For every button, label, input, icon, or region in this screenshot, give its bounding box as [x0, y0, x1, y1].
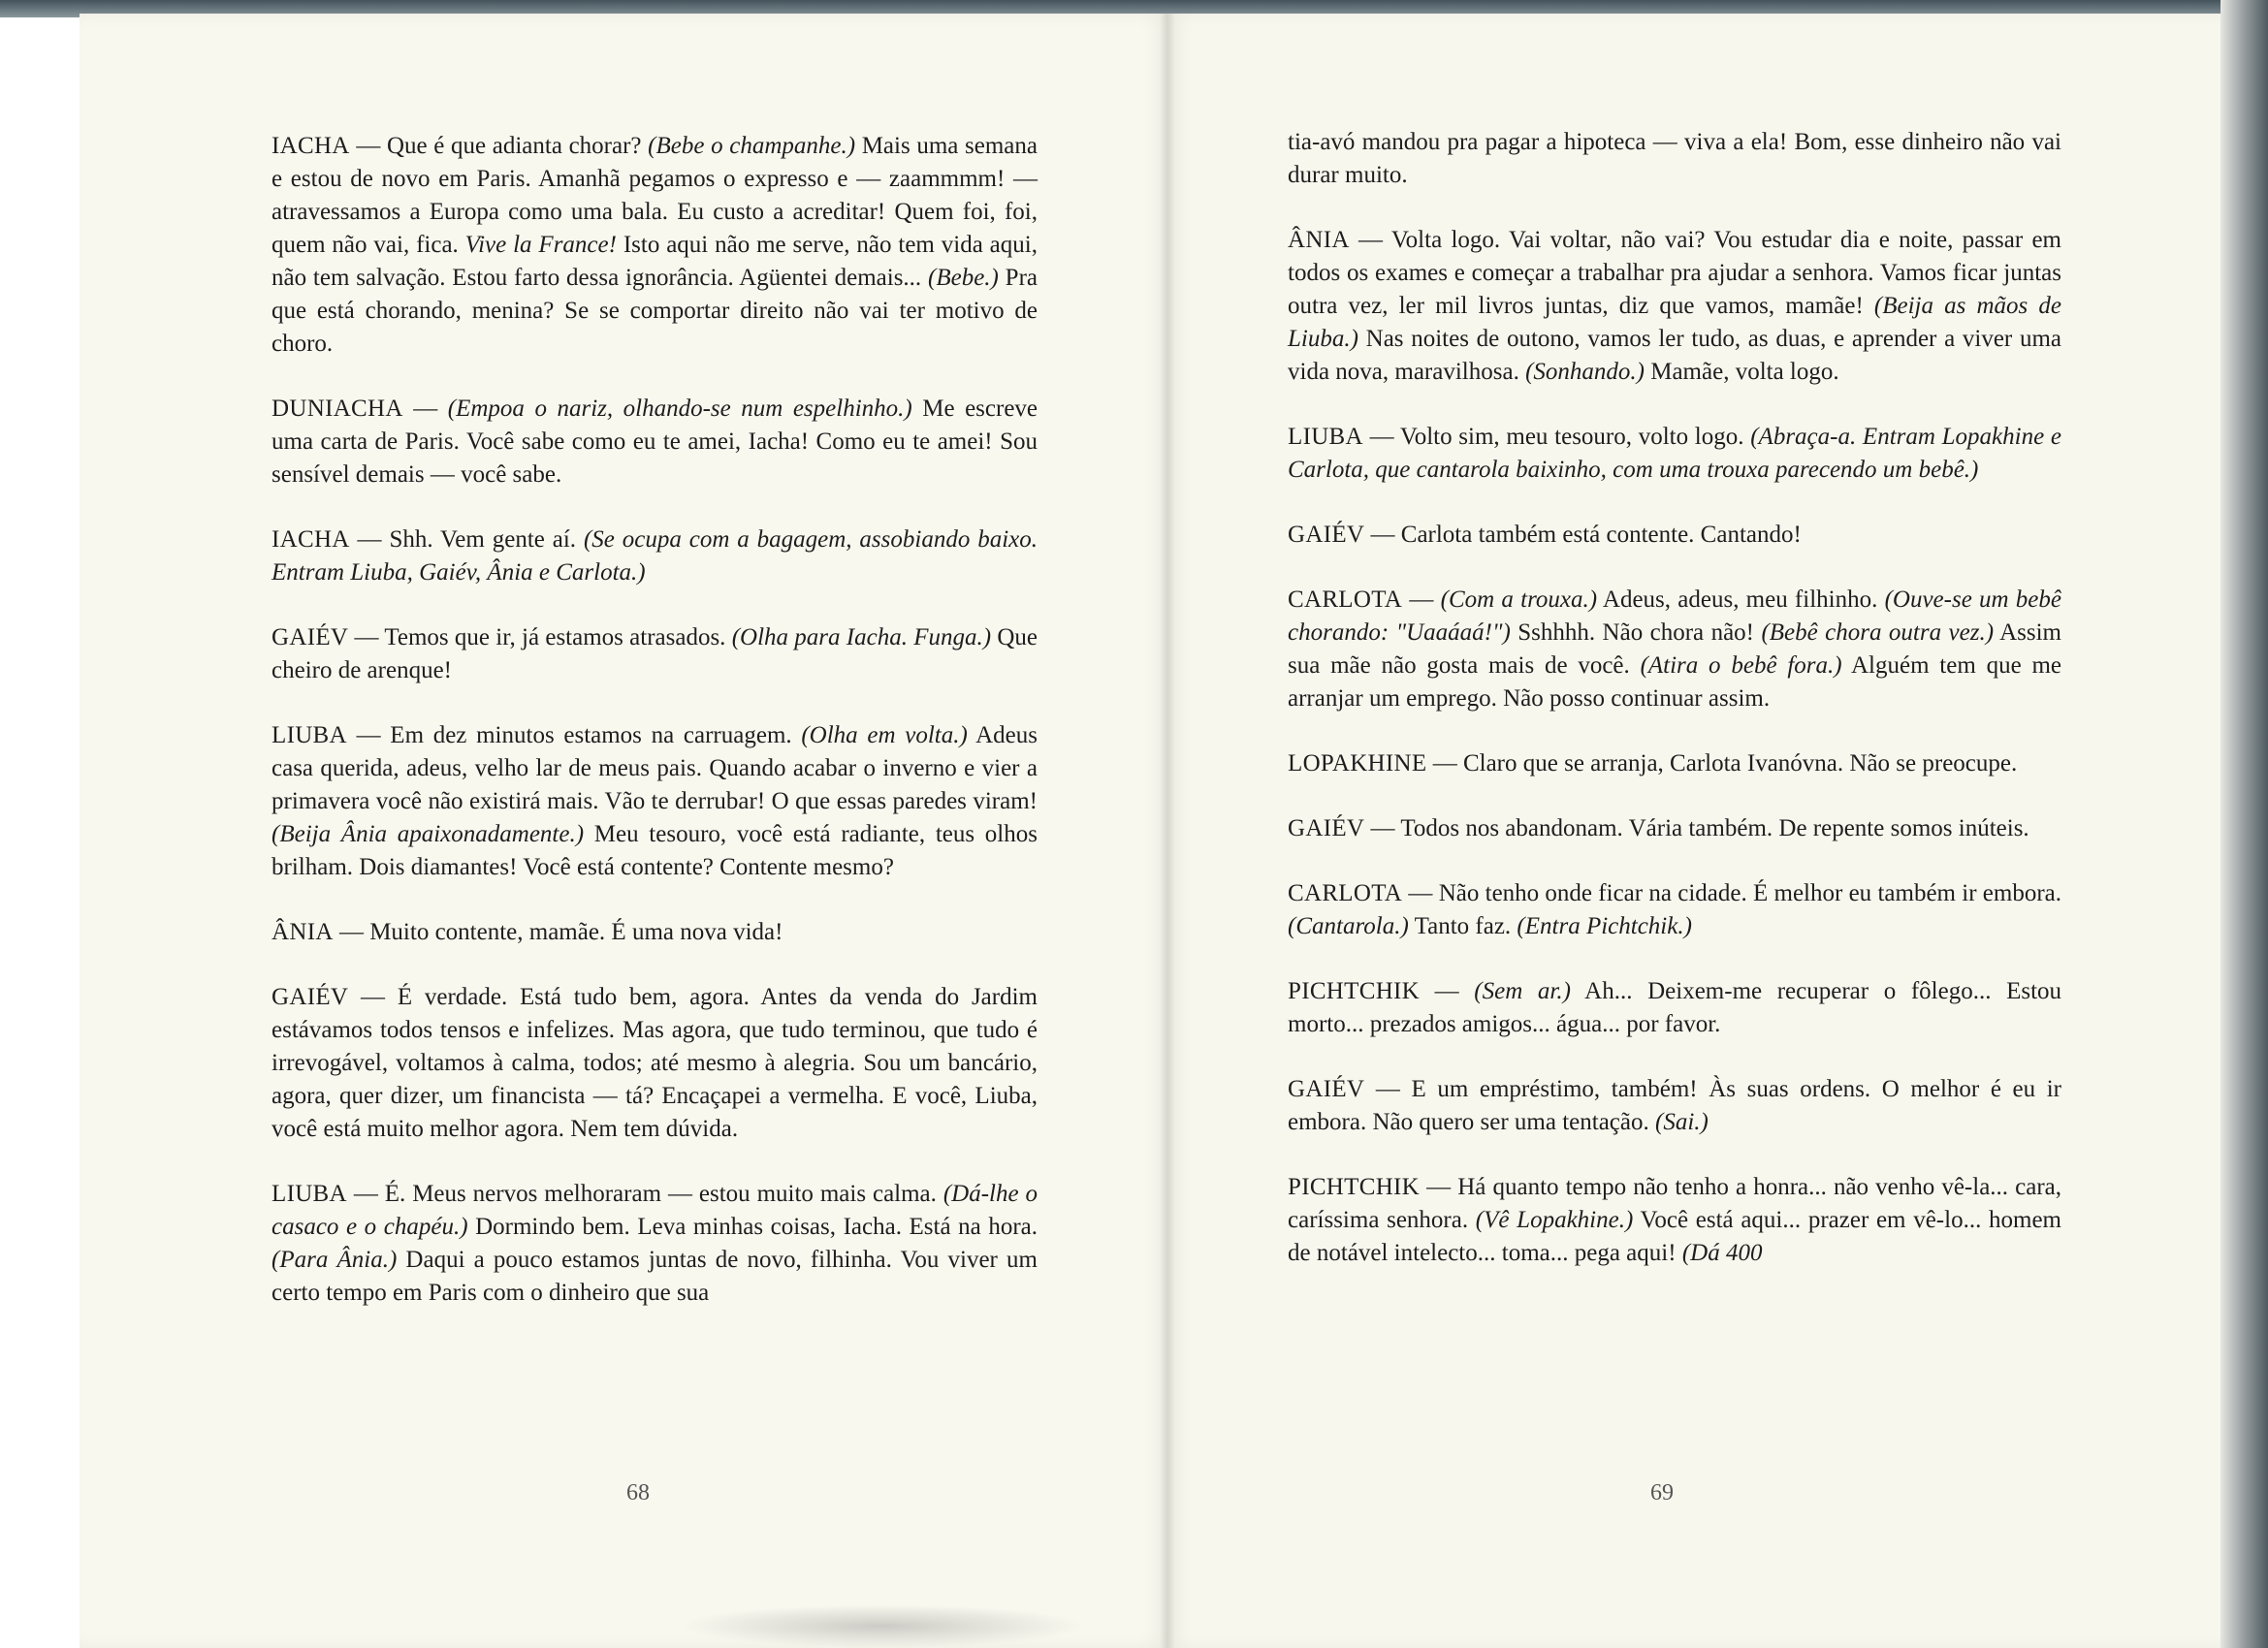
- dialogue-text: Ah... Deixem-me recuperar o fôlego... Estou morto... prezados amigos... água... por favor.: [1288, 978, 2062, 1037]
- dialogue-paragraph: [1288, 877, 2061, 943]
- speaker-dash: —: [349, 133, 387, 159]
- speaker-dash: —: [1364, 1076, 1412, 1102]
- dialogue-paragraph: [1288, 519, 2061, 552]
- dialogue-text: Adeus casa querida, adeus, velho lar de meus pais. Quando acabar o inverno e vier a primavera você não existirá mais. Vão te derrubar! O que essas paredes viram!: [272, 722, 1038, 814]
- dialogue-text: Shh. Vem gente aí.: [389, 526, 584, 553]
- book-gutter: [1160, 14, 1175, 1648]
- speaker-dash: —: [1420, 978, 1475, 1004]
- dialogue-text: Que é que adianta chorar?: [386, 133, 649, 159]
- stage-direction: (Bebe.): [928, 265, 999, 291]
- stage-direction: (Beija as mãos de Liuba.): [1288, 293, 2061, 352]
- speaker-dash: —: [333, 919, 370, 945]
- speaker-dash: —: [1364, 815, 1401, 841]
- dialogue-paragraph: [1288, 421, 2061, 487]
- scan-smudge: [679, 1604, 1086, 1648]
- speaker-dash: —: [1420, 1174, 1458, 1200]
- dialogue-paragraph: [1288, 812, 2061, 845]
- speaker-name: CARLOTA: [1288, 586, 1403, 613]
- speaker-dash: —: [346, 1181, 385, 1207]
- dialogue-text: Temos que ir, já estamos atrasados.: [384, 624, 732, 650]
- stage-direction: (Ouve-se um bebê chorando: "Uaaáaá!"): [1288, 586, 2062, 646]
- speaker-name: IACHA: [272, 526, 350, 553]
- speaker-dash: —: [348, 624, 385, 650]
- dialogue-paragraph: [1288, 224, 2061, 389]
- speaker-dash: —: [1349, 227, 1391, 253]
- dialogue-text: Você está aqui... prazer em vê-lo... homem de notável intelecto... toma... pega aqui!: [1288, 1207, 2061, 1266]
- stage-direction: (Sonhando.): [1525, 359, 1645, 385]
- dialogue-text: Mais uma semana e estou de novo em Paris. Amanhã pegamos o expresso e — zaammmm! — atravessamos a Europa como uma bala. Eu custo a acreditar! Quem foi, foi, quem não vai, fica.: [272, 133, 1038, 258]
- speaker-name: PICHTCHIK: [1288, 1174, 1421, 1200]
- stage-direction: (Com a trouxa.): [1440, 586, 1598, 613]
- stage-direction: (Bebe o champanhe.): [648, 133, 856, 159]
- speaker-name: GAIÉV: [1288, 1076, 1365, 1102]
- stage-direction: (Dá-lhe o casaco e o chapéu.): [272, 1181, 1038, 1240]
- dialogue-text: Pra que está chorando, menina? Se se comportar direito não vai ter motivo de choro.: [272, 265, 1038, 357]
- dialogue-text: tia-avó mandou pra pagar a hipoteca — viva a ela! Bom, esse dinheiro não vai durar muito.: [1288, 129, 2061, 188]
- dialogue-text: Dormindo bem. Leva minhas coisas, Iacha. Está na hora.: [467, 1214, 1038, 1240]
- speaker-dash: —: [1364, 522, 1401, 548]
- speaker-name: GAIÉV: [272, 984, 349, 1010]
- speaker-dash: —: [346, 722, 391, 748]
- speaker-name: PICHTCHIK: [1288, 978, 1421, 1004]
- stage-direction: Vive la France!: [464, 232, 617, 258]
- dialogue-text: Volto sim, meu tesouro, volto logo.: [1399, 424, 1751, 450]
- speaker-name: DUNIACHA: [272, 396, 403, 422]
- dialogue-text: Nas noites de outono, vamos ler tudo, as duas, e aprender a viver uma vida nova, maravilhosa.: [1288, 326, 2061, 385]
- dialogue-text: Volta logo. Vai voltar, não vai? Vou estudar dia e noite, passar em todos os exames e começar a trabalhar pra ajudar a senhora. Vamos ficar juntas outra vez, ler mil livros juntas, diz que vamos, mamãe!: [1288, 227, 2061, 319]
- speaker-name: LOPAKHINE: [1288, 750, 1427, 776]
- speaker-name: GAIÉV: [272, 624, 349, 650]
- dialogue-text: Sshhhh. Não chora não!: [1510, 619, 1762, 646]
- dialogue-paragraph: [1288, 975, 2061, 1041]
- speaker-name: CARLOTA: [1288, 880, 1403, 906]
- dialogue-paragraph: [1288, 126, 2061, 192]
- stage-direction: (Atira o bebê fora.): [1640, 652, 1842, 679]
- speaker-name: LIUBA: [272, 722, 347, 748]
- dialogue-paragraph: [272, 393, 1038, 491]
- stage-direction: (Entra Pichtchik.): [1517, 913, 1692, 939]
- speaker-name: GAIÉV: [1288, 522, 1365, 548]
- speaker-dash: —: [348, 984, 398, 1010]
- dialogue-text: Não tenho onde ficar na cidade. É melhor eu também ir embora.: [1438, 880, 2062, 906]
- speaker-name: IACHA: [272, 133, 350, 159]
- dialogue-paragraph: [1288, 1073, 2061, 1139]
- dialogue-text: Assim sua mãe não gosta mais de você.: [1288, 619, 2061, 679]
- dialogue-text: É verdade. Está tudo bem, agora. Antes da venda do Jardim estávamos todos tensos e infelizes. Mas agora, que tudo terminou, que tudo é irrevogável, voltamos à calma, todos; até mesmo à alegria. Sou um bancário, agora, quer dizer, um financista — tá? Encaçapei a vermelha. E você, Liuba, você está muito melhor agora. Nem tem dúvida.: [272, 984, 1038, 1142]
- dialogue-text: Muito contente, mamãe. É uma nova vida!: [369, 919, 783, 945]
- stage-direction: (Olha para Iacha. Funga.): [731, 624, 992, 650]
- dialogue-text: Me escreve uma carta de Paris. Você sabe como eu te amei, Iacha! Como eu te amei! Sou sensível demais — você sabe.: [272, 396, 1038, 488]
- dialogue-text: É. Meus nervos melhoraram — estou muito mais calma.: [384, 1181, 943, 1207]
- dialogue-paragraph: [1288, 584, 2061, 715]
- speaker-name: ÂNIA: [1288, 227, 1350, 253]
- speaker-dash: —: [1362, 424, 1400, 450]
- dialogue-text: Adeus, adeus, meu filhinho.: [1597, 586, 1885, 613]
- stage-direction: (Cantarola.): [1288, 913, 1409, 939]
- stage-direction: (Olha em volta.): [801, 722, 968, 748]
- speaker-dash: —: [1402, 880, 1439, 906]
- page-number-left: 68: [626, 1480, 650, 1505]
- stage-direction: (Empoa o nariz, olhando-se num espelhinho.): [447, 396, 912, 422]
- dialogue-text: Todos nos abandonam. Vária também. De repente somos inúteis.: [1400, 815, 2029, 841]
- dialogue-text: Carlota também está contente. Cantando!: [1400, 522, 1802, 548]
- left-page-text-column: [272, 130, 1038, 1342]
- dialogue-text: Que cheiro de arenque!: [272, 624, 1038, 683]
- dialogue-text: Mamãe, volta logo.: [1644, 359, 1839, 385]
- scan-right-edge: [2220, 0, 2268, 1648]
- speaker-name: LIUBA: [272, 1181, 347, 1207]
- dialogue-paragraph: [272, 130, 1038, 361]
- stage-direction: (Sai.): [1655, 1109, 1709, 1135]
- stage-direction: (Abraça-a. Entram Lopakhine e Carlota, que cantarola baixinho, com uma trouxa parecendo um bebê.): [1288, 424, 2061, 483]
- dialogue-text: Isto aqui não me serve, não tem vida aqui, não tem salvação. Estou farto dessa ignorância. Agüentei demais...: [272, 232, 1038, 291]
- stage-direction: (Sem ar.): [1474, 978, 1571, 1004]
- speaker-name: LIUBA: [1288, 424, 1363, 450]
- dialogue-text: Alguém tem que me arranjar um emprego. Não posso continuar assim.: [1288, 652, 2061, 712]
- speaker-name: ÂNIA: [272, 919, 334, 945]
- dialogue-text: E um empréstimo, também! Às suas ordens. O melhor é eu ir embora. Não quero ser uma tentação.: [1288, 1076, 2061, 1135]
- stage-direction: (Dá 400: [1681, 1240, 1763, 1266]
- dialogue-text: Em dez minutos estamos na carruagem.: [390, 722, 802, 748]
- stage-direction: (Beija Ânia apaixonadamente.): [272, 821, 585, 847]
- dialogue-paragraph: [272, 621, 1038, 687]
- stage-direction: (Se ocupa com a bagagem, assobiando baixo. Entram Liuba, Gaiév, Ânia e Carlota.): [272, 526, 1038, 586]
- dialogue-text: Daqui a pouco estamos juntas de novo, filhinha. Vou viver um certo tempo em Paris com o dinheiro que sua: [272, 1247, 1038, 1306]
- speaker-dash: —: [1402, 586, 1441, 613]
- speaker-dash: —: [1426, 750, 1463, 776]
- dialogue-paragraph: [272, 719, 1038, 884]
- stage-direction: (Para Ânia.): [272, 1247, 398, 1273]
- dialogue-text: Meu tesouro, você está radiante, teus olhos brilham. Dois diamantes! Você está contente? Contente mesmo?: [272, 821, 1038, 880]
- dialogue-paragraph: [272, 981, 1038, 1146]
- dialogue-paragraph: [272, 916, 1038, 949]
- speaker-dash: —: [349, 526, 390, 553]
- dialogue-paragraph: [1288, 1171, 2061, 1270]
- stage-direction: (Vê Lopakhine.): [1475, 1207, 1634, 1233]
- right-page-text-column: [1288, 126, 2061, 1302]
- dialogue-paragraph: [1288, 747, 2061, 780]
- dialogue-paragraph: [272, 523, 1038, 589]
- dialogue-text: Claro que se arranja, Carlota Ivanóvna. Não se preocupe.: [1462, 750, 2018, 776]
- dialogue-text: Há quanto tempo não tenho a honra... não venho vê-la... cara, caríssima senhora.: [1288, 1174, 2062, 1233]
- stage-direction: (Bebê chora outra vez.): [1761, 619, 1995, 646]
- speaker-name: GAIÉV: [1288, 815, 1365, 841]
- dialogue-paragraph: [272, 1178, 1038, 1310]
- speaker-dash: —: [402, 396, 448, 422]
- page-number-right: 69: [1650, 1480, 1674, 1505]
- dialogue-text: Tanto faz.: [1408, 913, 1517, 939]
